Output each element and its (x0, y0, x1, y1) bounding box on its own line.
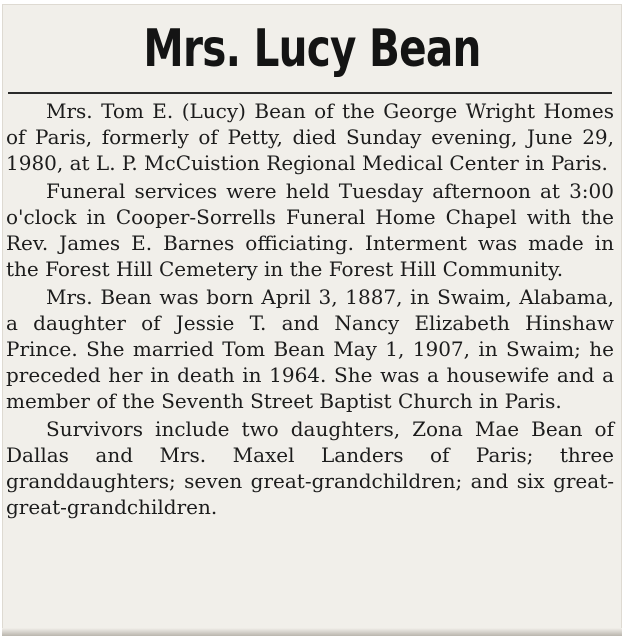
newspaper-clipping (2, 4, 622, 636)
obituary-paragraph-biography: Mrs. Bean was born April 3, 1887, in Swaim, Alabama, a daughter of Jessie T. and Nancy Elizabeth Hinshaw Prince. She married Tom Bean May 1, 1907, in Swaim; he preceded her in death in 1964. She was a housewife and a member of the Seventh Street Baptist Church in Paris. (6, 285, 614, 413)
obituary-paragraph-death: Mrs. Tom E. (Lucy) Bean of the George Wright Homes of Paris, formerly of Petty, died Sunday evening, June 29, 1980, at L. P. McCuistion Regional Medical Center in Paris. (6, 99, 614, 175)
obituary-paragraph-funeral: Funeral services were held Tuesday afternoon at 3:00 o'clock in Cooper-Sorrells Funeral Home Chapel with the Rev. James E. Barnes officiating. Interment was made in the Forest Hill Cemetery in the Forest Hill Community. (6, 179, 614, 281)
headline-divider (8, 92, 612, 94)
obituary-headline: Mrs. Lucy Bean (143, 19, 481, 79)
obituary-body (6, 98, 614, 520)
obituary-paragraph-survivors: Survivors include two daughters, Zona Mae Bean of Dallas and Mrs. Maxel Landers of Paris; three granddaughters; seven great-grandchildren; and six great-great-grandchildren. (6, 417, 614, 519)
